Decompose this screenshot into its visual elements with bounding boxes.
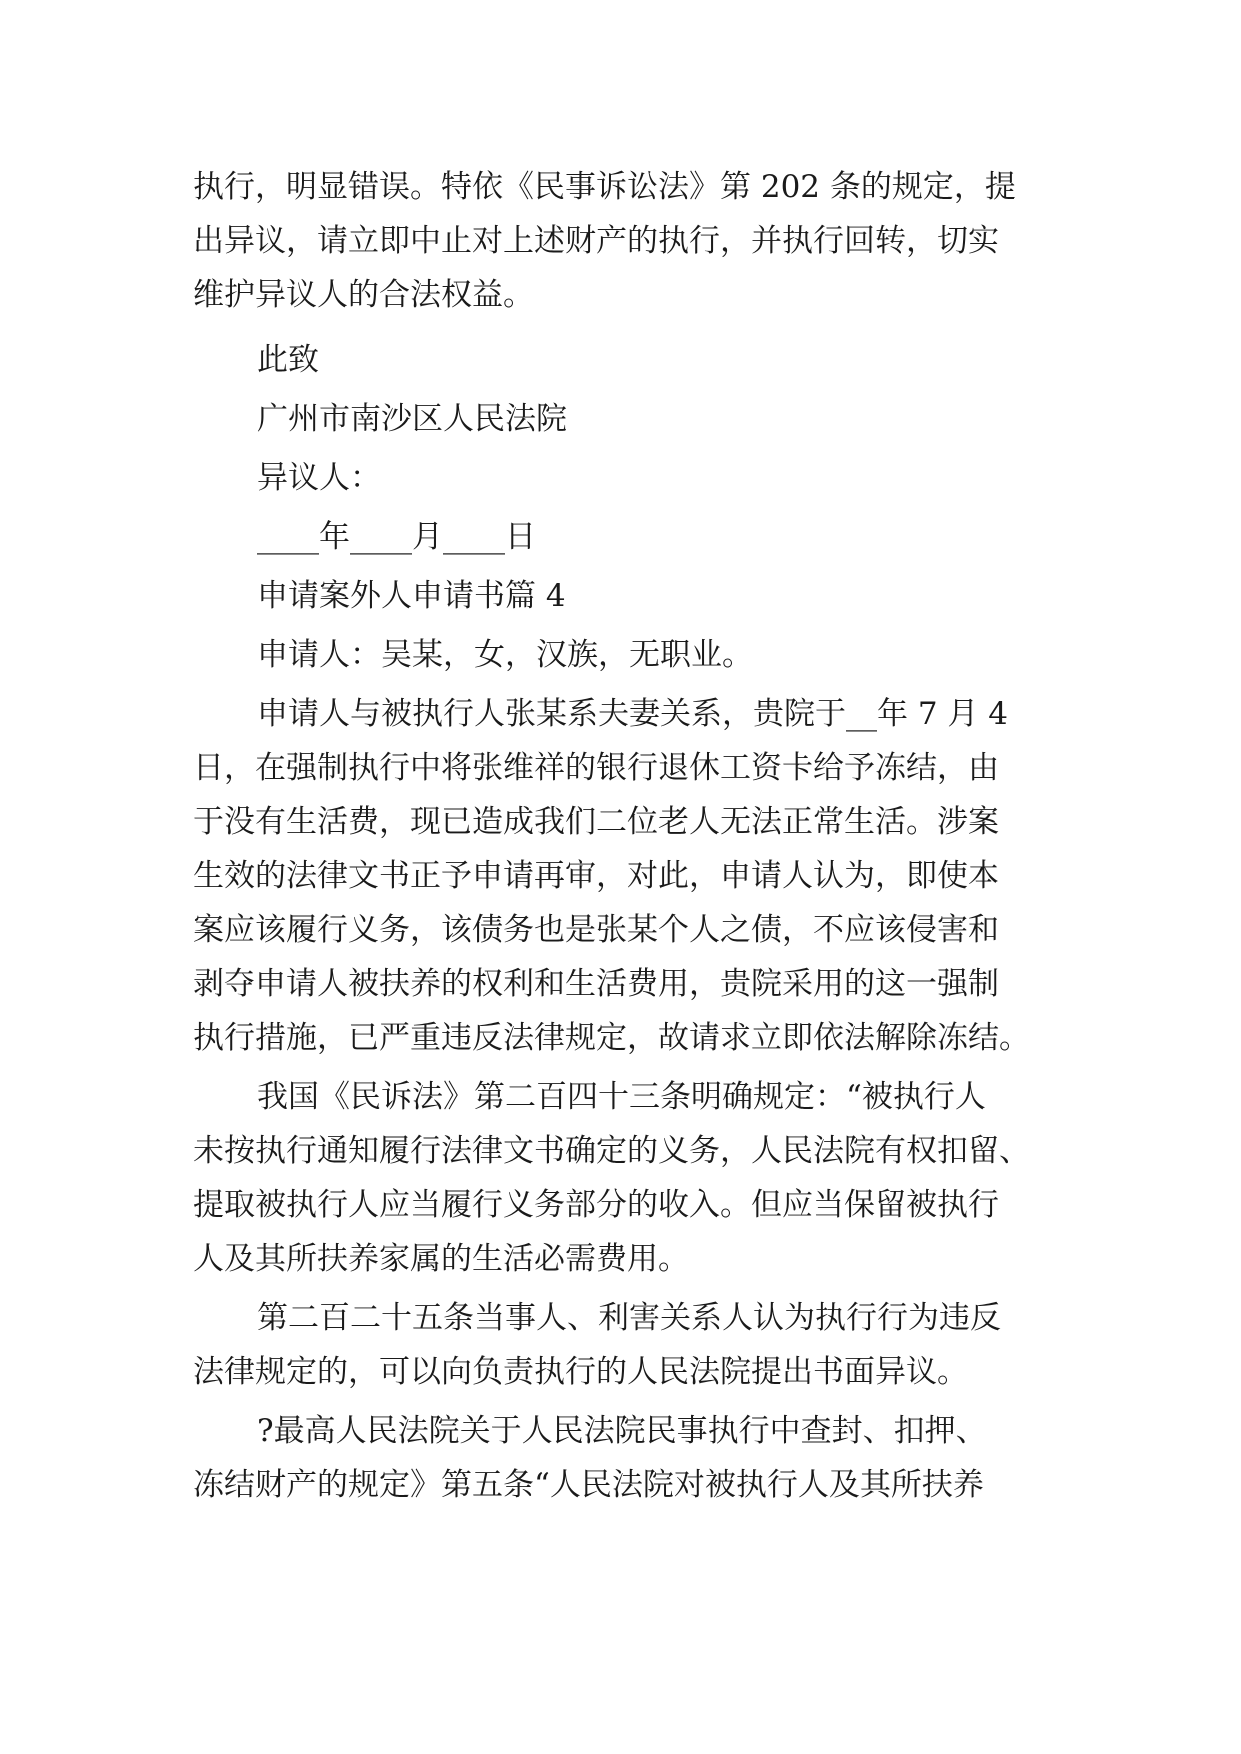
section-heading: 申请案外人申请书篇 4 — [257, 578, 566, 614]
text-line: 冻结财产的规定》第五条“人民法院对被执行人及其所扶养 — [193, 1467, 984, 1503]
text-line: 法律规定的，可以向负责执行的人民法院提出书面异议。 — [193, 1354, 968, 1390]
text-line: 执行，明显错误。特依《民事诉讼法》第 202 条的规定，提 — [193, 169, 1016, 205]
applicant-info: 申请人：吴某，女，汉族，无职业。 — [257, 637, 753, 673]
closing-salutation: 此致 — [257, 342, 319, 378]
text-line: 于没有生活费，现已造成我们二位老人无法正常生活。涉案 — [193, 804, 999, 840]
text-line: 出异议，请立即中止对上述财产的执行，并执行回转，切实 — [193, 223, 999, 259]
text-line: 日，在强制执行中将张维祥的银行退休工资卡给予冻结，由 — [193, 750, 999, 786]
text-line: 生效的法律文书正予申请再审，对此，申请人认为，即使本 — [193, 858, 999, 894]
text-line: 提取被执行人应当履行义务部分的收入。但应当保留被执行 — [193, 1187, 999, 1223]
text-line: 执行措施，已严重违反法律规定，故请求立即依法解除冻结。 — [193, 1020, 1030, 1056]
text-line: 剥夺申请人被扶养的权利和生活费用，贵院采用的这一强制 — [193, 966, 999, 1002]
text-line: 第二百二十五条当事人、利害关系人认为执行行为违反 — [257, 1300, 1001, 1336]
text-line: 未按执行通知履行法律文书确定的义务，人民法院有权扣留、 — [193, 1133, 1030, 1169]
text-line: 人及其所扶养家属的生活必需费用。 — [193, 1241, 689, 1277]
recipient-court: 广州市南沙区人民法院 — [257, 401, 567, 437]
text-line: 我国《民诉法》第二百四十三条明确规定：“被执行人 — [257, 1079, 986, 1115]
date-line: ____年____月____日 — [257, 519, 536, 555]
text-line: 申请人与被执行人张某系夫妻关系，贵院于__年 7 月 4 — [257, 696, 1009, 732]
text-line: ?最高人民法院关于人民法院民事执行中查封、扣押、 — [257, 1413, 987, 1449]
objector-label: 异议人： — [257, 460, 381, 496]
text-line: 案应该履行义务，该债务也是张某个人之债，不应该侵害和 — [193, 912, 999, 948]
text-line: 维护异议人的合法权益。 — [193, 277, 534, 313]
